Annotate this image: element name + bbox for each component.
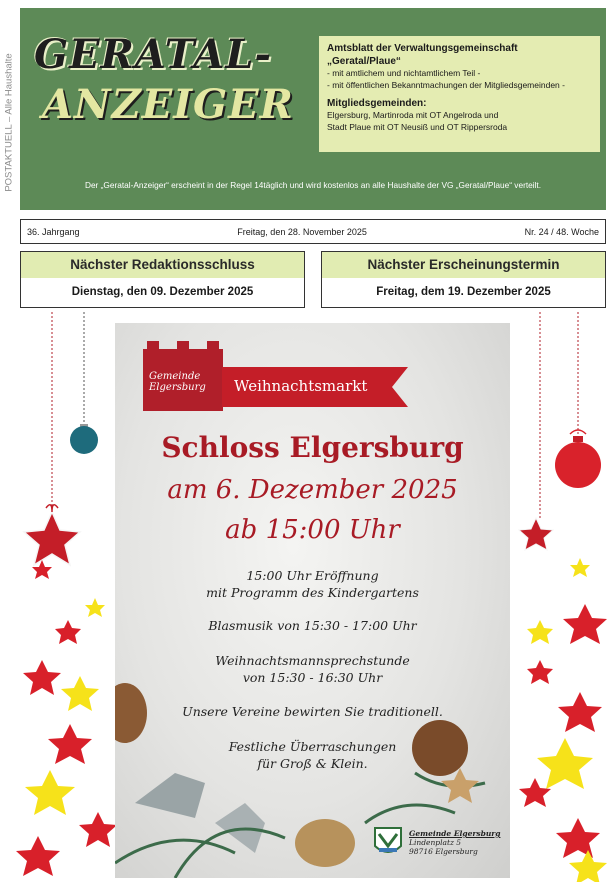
poster-footer	[409, 829, 500, 856]
badge-line-2: Elgersburg	[149, 382, 206, 393]
side-label: POSTAKTUELL – Alle Haushalte	[3, 53, 15, 192]
info-heading-2: „Geratal/Plaue“	[327, 56, 401, 67]
info-box	[319, 36, 600, 152]
logo-line-1: GERATAL-	[34, 31, 273, 78]
masthead	[20, 8, 606, 210]
ribbon-text: Weihnachtsmarkt	[234, 377, 368, 395]
program-line-1: 15:00 Uhr Eröffnung	[246, 568, 379, 583]
program-line-4: Weihnachtsmannsprechstunde	[215, 653, 410, 668]
program-line-6: Unsere Vereine bewirten Sie traditionell.	[182, 704, 443, 719]
program-line-7: Festliche Überraschungen	[228, 739, 397, 754]
red-bauble-icon	[555, 430, 601, 488]
issue-volume: 36. Jahrgang	[27, 226, 80, 237]
poster-time: ab 15:00 Uhr	[225, 515, 400, 545]
program-line-5: von 15:30 - 16:30 Uhr	[242, 670, 383, 685]
deadline-title: Nächster Redaktionsschluss	[21, 252, 304, 278]
poster-date: am 6. Dezember 2025	[167, 475, 458, 505]
ribbon-banner	[222, 367, 408, 407]
next-issue-box	[321, 251, 606, 308]
program-line-8: für Groß & Klein.	[257, 756, 368, 771]
footer-street: Lindenplatz 5	[409, 838, 462, 847]
deadline-date: Dienstag, den 09. Dezember 2025	[71, 286, 254, 298]
footer-city: 98716 Elgersburg	[409, 847, 478, 856]
issue-number: Nr. 24 / 48. Woche	[524, 226, 599, 237]
issue-date: Freitag, den 28. November 2025	[237, 226, 367, 237]
gemeinde-badge	[143, 349, 223, 411]
poster-title: Schloss Elgersburg	[161, 431, 464, 464]
gemeinde-logo-icon	[373, 826, 403, 858]
info-heading: Amtsblatt der Verwaltungsgemeinschaft	[327, 43, 518, 54]
info-item-1: - mit amtlichem und nichtamtlichem Teil -	[327, 68, 481, 78]
christmas-market-poster	[115, 323, 510, 878]
badge-line-1: Gemeinde	[149, 371, 201, 382]
red-star-right-icon	[519, 518, 553, 550]
issue-line	[20, 219, 606, 244]
deadline-box	[20, 251, 305, 308]
members-line-1: Elgersburg, Martinroda mit OT Angelroda und	[327, 110, 499, 120]
logo-line-2: ANZEIGER	[42, 81, 294, 128]
footer-name: Gemeinde Elgersburg	[409, 829, 501, 838]
members-heading: Mitgliedsgemeinden:	[327, 98, 427, 109]
info-item-2: - mit öffentlichen Bekanntmachungen der Mitgliedsgemeinden -	[327, 79, 565, 90]
tagline: Der „Geratal-Anzeiger“ erscheint in der Regel 14täglich und wird kostenlos an alle Haushalte der VG „Geratal/Plaue“ verteilt.	[84, 180, 542, 190]
large-red-star-left-icon	[24, 505, 80, 565]
program-line-3: Blasmusik von 15:30 - 17:00 Uhr	[208, 618, 417, 633]
newspaper-logo	[34, 30, 324, 130]
program-line-2: mit Programm des Kindergartens	[206, 585, 419, 600]
next-issue-title: Nächster Erscheinungstermin	[322, 252, 605, 278]
members-line-2: Stadt Plaue mit OT Neusiß und OT Rippersroda	[327, 121, 508, 132]
next-issue-date: Freitag, dem 19. Dezember 2025	[376, 286, 551, 298]
teal-bauble-icon	[70, 424, 98, 454]
